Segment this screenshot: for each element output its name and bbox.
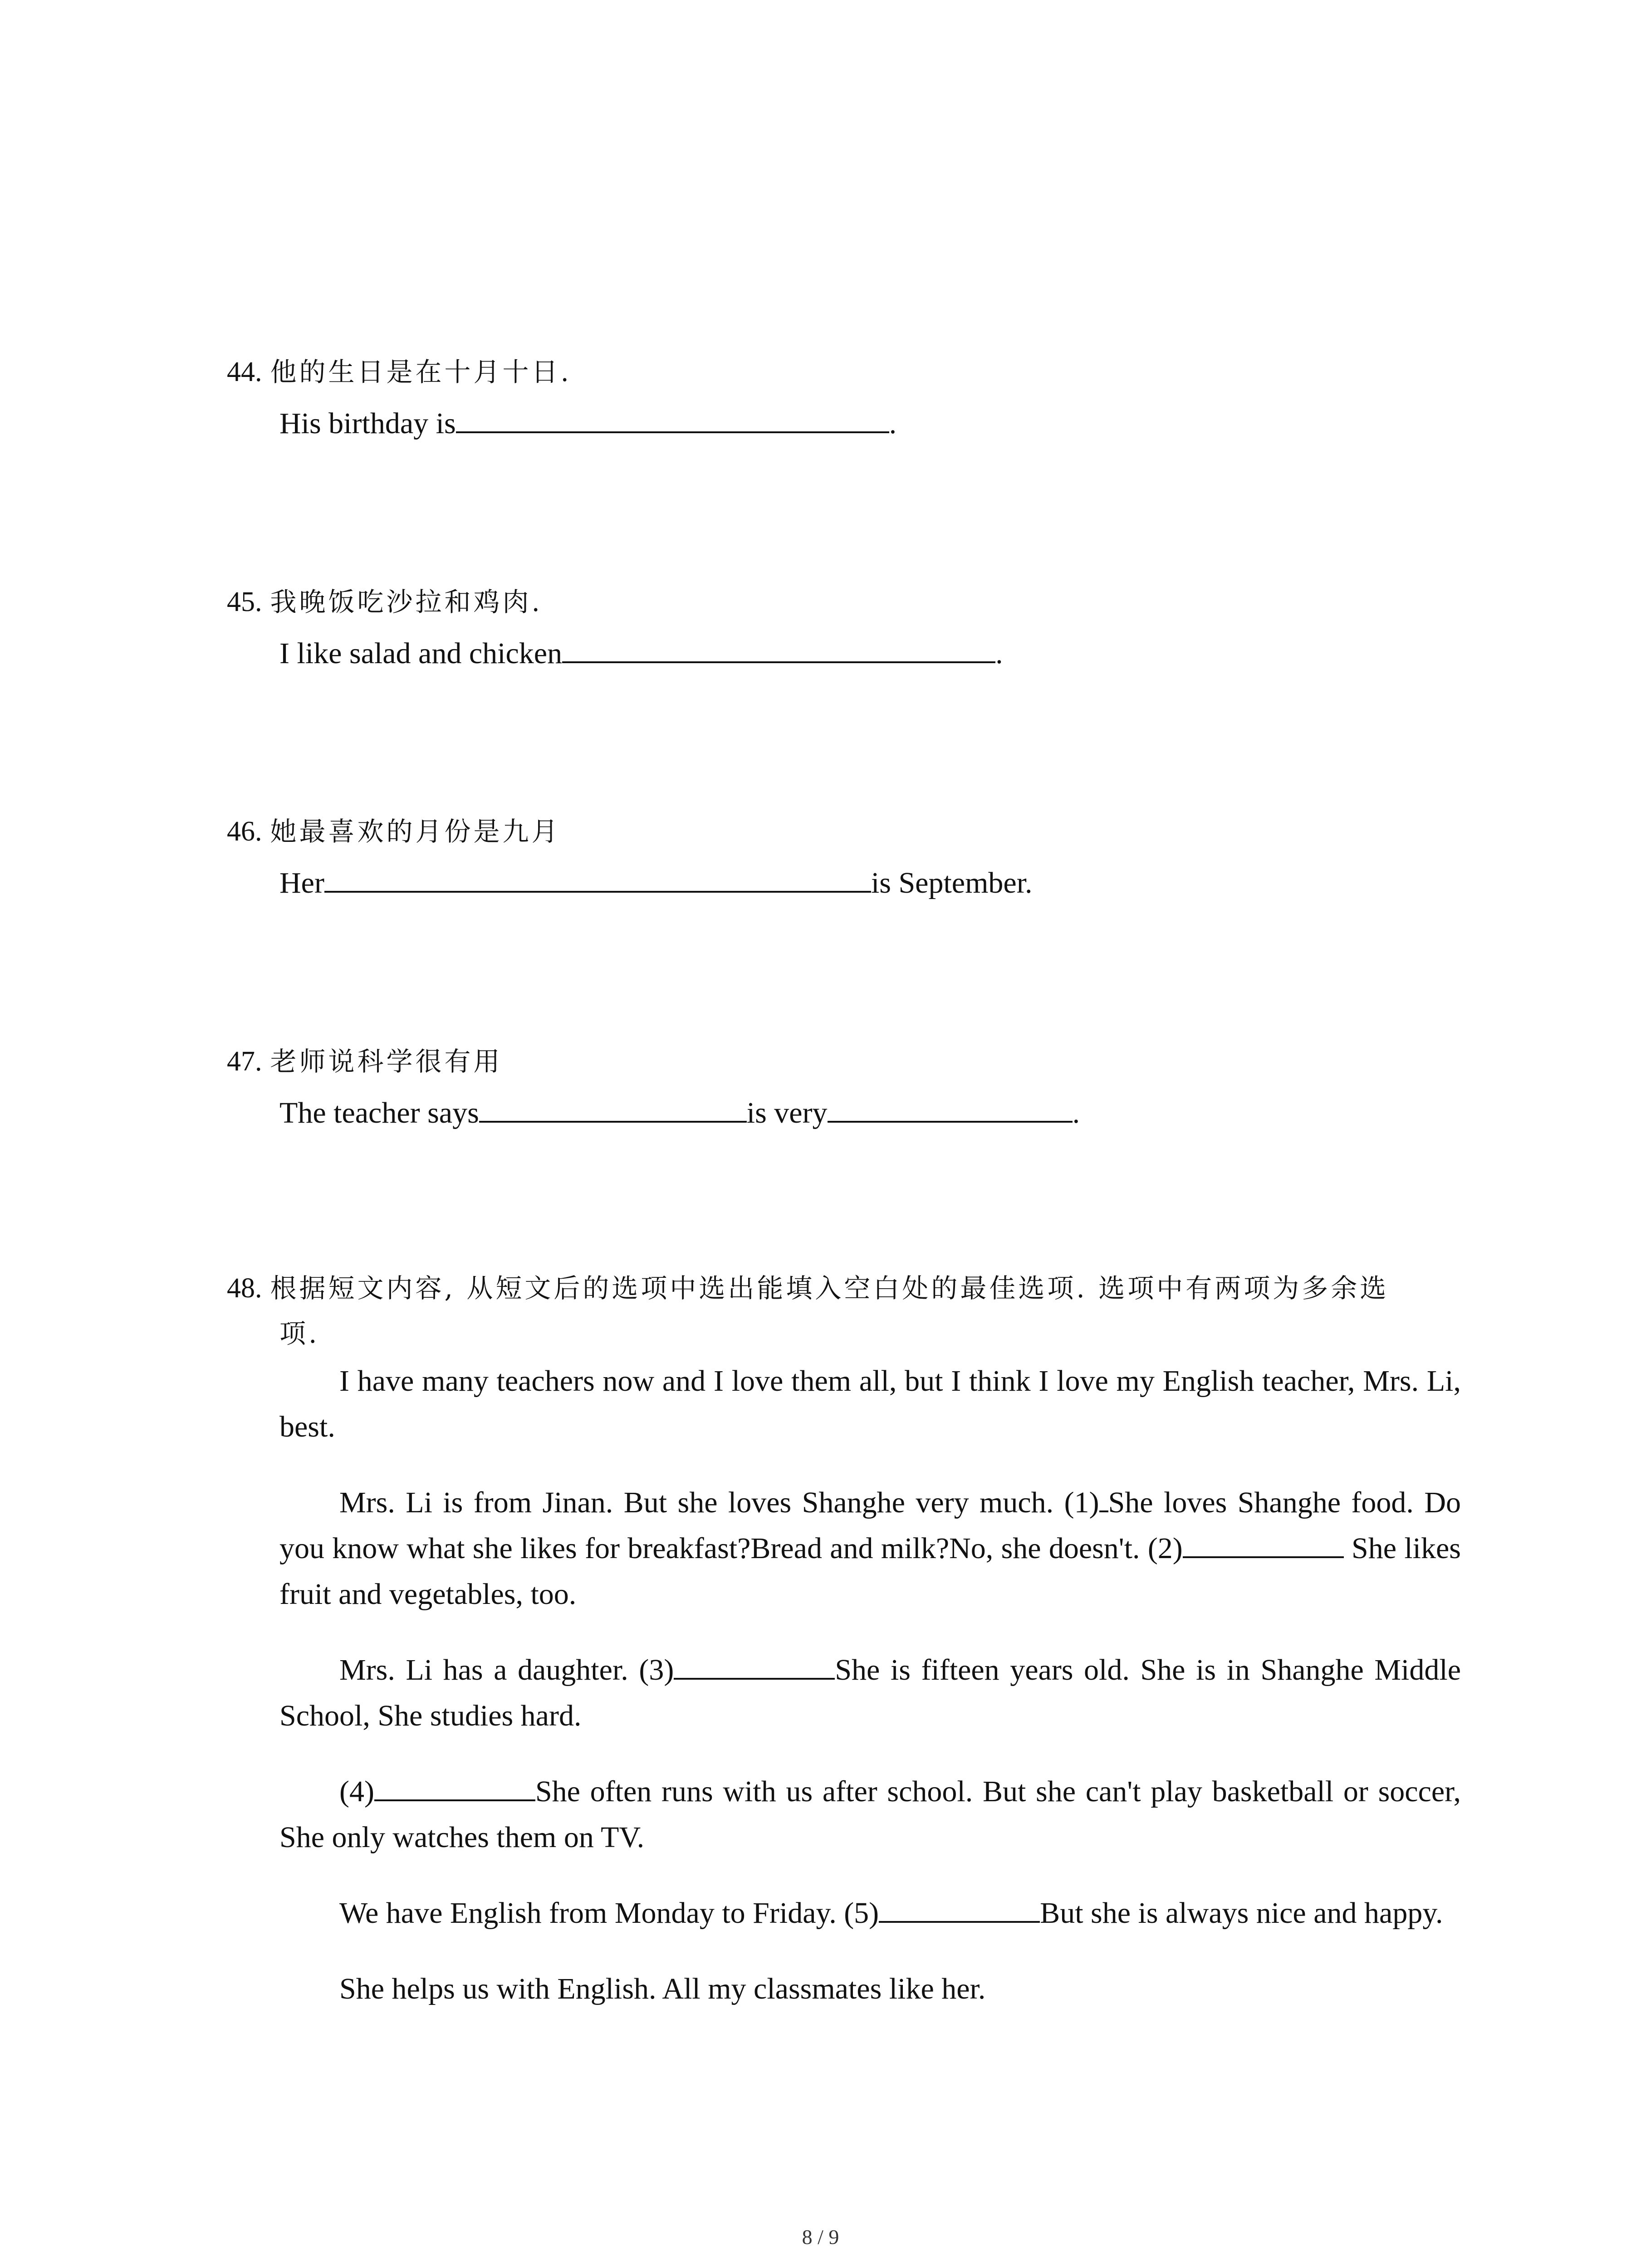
answer-blank-2[interactable] (828, 1091, 1073, 1123)
question-prompt (227, 1266, 1461, 1356)
answer-blank[interactable] (324, 861, 871, 893)
answer-blank[interactable] (456, 401, 889, 433)
chinese-prompt: 老师说科学很有用 (270, 1046, 503, 1077)
sentence-end: . (889, 407, 897, 440)
paragraph-text: (4) (339, 1775, 374, 1808)
sentence-start: I like salad and chicken (279, 637, 563, 670)
answer-blank-3[interactable] (674, 1651, 835, 1680)
question-46 (227, 809, 1452, 906)
paragraph-text: She likes fruit and vegetables, too. (279, 1532, 1461, 1611)
question-number: 47. (227, 1046, 262, 1077)
chinese-prompt: 我晚饭吃沙拉和鸡肉. (270, 587, 543, 617)
passage-paragraph-3 (279, 1647, 1461, 1739)
question-47 (227, 1039, 1452, 1136)
paragraph-text: She loves Shanghe food. Do you know what she likes for breakfast?Bread and milk?No, she doesn't. (2) (279, 1486, 1461, 1565)
question-number: 45. (227, 587, 262, 617)
question-prompt (227, 809, 1452, 854)
sentence-start: His birthday is (279, 407, 456, 440)
question-45 (227, 579, 1452, 676)
passage-paragraph-4 (279, 1769, 1461, 1860)
chinese-prompt: 他的生日是在十月十日. (270, 357, 572, 387)
question-prompt (227, 1039, 1452, 1084)
english-sentence (279, 631, 1452, 676)
page-number: 8 / 9 (802, 2225, 839, 2248)
passage-paragraph-5 (279, 1890, 1461, 1936)
answer-blank-5[interactable] (879, 1894, 1040, 1923)
question-48 (227, 1266, 1461, 2042)
answer-blank-1[interactable] (1099, 1483, 1108, 1512)
paragraph-text: Mrs. Li is from Jinan. But she loves Shanghe very much. (1) (339, 1486, 1099, 1519)
chinese-prompt-line1: 根据短文内容, 从短文后的选项中选出能填入空白处的最佳选项. 选项中有两项为多余选 (270, 1273, 1389, 1304)
answer-blank-1[interactable] (479, 1091, 747, 1123)
answer-blank-2[interactable] (1183, 1529, 1344, 1558)
paragraph-text: But she is always nice and happy. (1040, 1897, 1443, 1930)
sentence-start: The teacher says (279, 1096, 479, 1129)
paragraph-text: Mrs. Li has a daughter. (3) (339, 1653, 674, 1686)
sentence-end: is September. (871, 866, 1033, 899)
question-44 (227, 349, 1452, 446)
question-number: 46. (227, 816, 262, 847)
paragraph-text: She often runs with us after school. But she can't play basketball or soccer, She only watches them on TV. (279, 1775, 1461, 1854)
passage-paragraph-1: I have many teachers now and I love them all, but I think I love my English teacher, Mrs. Li, best. (279, 1364, 1461, 1443)
question-number: 48. (227, 1273, 262, 1304)
paragraph-text: We have English from Monday to Friday. (5) (339, 1897, 879, 1930)
paragraph-text: She is fifteen years old. She is in Shanghe Middle School, She studies hard. (279, 1653, 1461, 1732)
question-number: 44. (227, 357, 262, 387)
sentence-end: . (1072, 1096, 1080, 1129)
answer-blank-4[interactable] (374, 1772, 535, 1801)
passage-paragraph-6: She helps us with English. All my classmates like her. (339, 1972, 986, 2005)
sentence-end: . (995, 637, 1003, 670)
question-prompt (227, 579, 1452, 625)
english-sentence (279, 860, 1452, 906)
question-prompt (227, 349, 1452, 395)
sentence-start: Her (279, 866, 324, 899)
sentence-middle: is very (746, 1096, 828, 1129)
english-sentence (279, 401, 1452, 446)
chinese-prompt: 她最喜欢的月份是九月 (270, 816, 561, 847)
chinese-prompt-line2: 项. (279, 1318, 320, 1349)
passage-paragraph-2 (279, 1480, 1461, 1617)
answer-blank[interactable] (562, 631, 995, 663)
english-sentence (279, 1090, 1452, 1136)
